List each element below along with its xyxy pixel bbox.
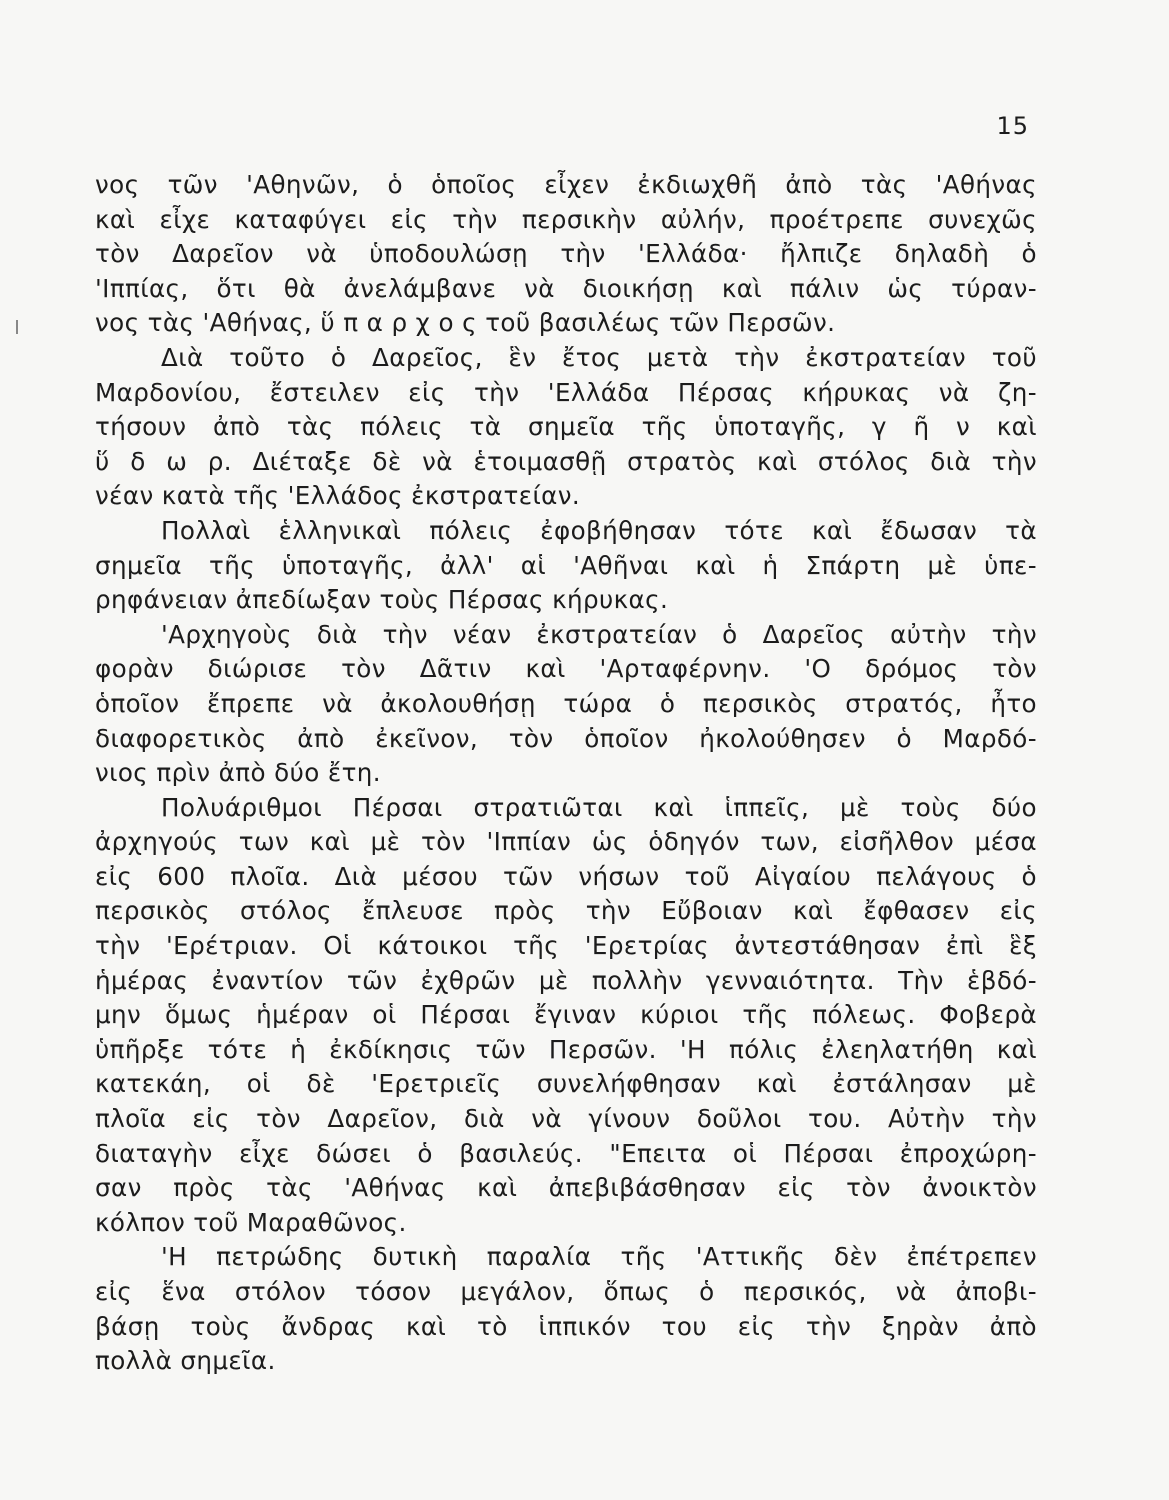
text-line: καὶ εἶχε καταφύγει εἰς τὴν περσικὴν αὐλήν, προέτρεπε συνεχῶς — [95, 204, 1037, 234]
text-line: εἰς 600 πλοῖα. Διὰ μέσου τῶν νήσων τοῦ Αἰγαίου πελάγους ὁ — [95, 861, 1037, 891]
text-line: σαν πρὸς τὰς 'Αθήνας καὶ ἀπεβιβάσθησαν εἰς τὸν ἀνοικτὸν — [95, 1173, 1037, 1203]
text-line: 'Αρχηγοὺς διὰ τὴν νέαν ἐκστρατείαν ὁ Δαρεῖος αὐτὴν τὴν — [161, 619, 1037, 649]
text-line: ρηφάνειαν ἀπεδίωξαν τοὺς Πέρσας κήρυκας. — [95, 585, 669, 615]
text-line: Μαρδονίου, ἔστειλεν εἰς τὴν 'Ελλάδα Πέρσας κήρυκας νὰ ζη- — [95, 377, 1037, 407]
text-line: μην ὅμως ἡμέραν οἱ Πέρσαι ἔγιναν κύριοι τῆς πόλεως. Φοβερὰ — [95, 1000, 1037, 1030]
text-line: κόλπον τοῦ Μαραθῶνος. — [95, 1207, 407, 1237]
text-line: 'Η πετρώδης δυτικὴ παραλία τῆς 'Αττικῆς δὲν ἐπέτρεπεν — [161, 1242, 1037, 1272]
text-line: Πολλαὶ ἑλληνικαὶ πόλεις ἐφοβήθησαν τότε καὶ ἔδωσαν τὰ — [161, 515, 1037, 545]
text-line: κατεκάη, οἱ δὲ 'Ερετριεῖς συνελήφθησαν καὶ ἐστάλησαν μὲ — [95, 1069, 1037, 1099]
text-line: σημεῖα τῆς ὑποταγῆς, ἀλλ' αἱ 'Αθῆναι καὶ ἡ Σπάρτη μὲ ὑπε- — [95, 550, 1037, 580]
body-text — [95, 168, 1037, 1379]
text-line: τὴν 'Ερέτριαν. Οἱ κάτοικοι τῆς 'Ερετρίας ἀντεστάθησαν ἐπὶ ἓξ — [95, 931, 1037, 961]
text-line: νιος πρὶν ἀπὸ δύο ἔτη. — [95, 758, 381, 788]
text-line: διαφορετικὸς ἀπὸ ἐκεῖνον, τὸν ὁποῖον ἠκολούθησεν ὁ Μαρδό- — [95, 723, 1037, 753]
text-line: πλοῖα εἰς τὸν Δαρεῖον, διὰ νὰ γίνουν δοῦλοι του. Αὐτὴν τὴν — [95, 1104, 1037, 1134]
text-line: Διὰ τοῦτο ὁ Δαρεῖος, ἓν ἔτος μετὰ τὴν ἐκστρατείαν τοῦ — [161, 342, 1037, 372]
text-line: φορὰν διώρισε τὸν Δᾶτιν καὶ 'Αρταφέρνην. 'Ο δρόμος τὸν — [95, 654, 1037, 684]
margin-mark — [16, 320, 18, 334]
text-line: 'Ιππίας, ὅτι θὰ ἀνελάμβανε νὰ διοικήσῃ καὶ πάλιν ὡς τύραν- — [95, 273, 1037, 303]
text-line: τήσουν ἀπὸ τὰς πόλεις τὰ σημεῖα τῆς ὑποταγῆς, γ ῆ ν καὶ — [95, 412, 1037, 442]
text-line: νος τὰς 'Αθήνας, ὕ π α ρ χ ο ς τοῦ βασιλέως τῶν Περσῶν. — [95, 308, 836, 338]
text-line: Πολυάριθμοι Πέρσαι στρατιῶται καὶ ἱππεῖς, μὲ τοὺς δύο — [161, 792, 1037, 822]
text-line: πολλὰ σημεῖα. — [95, 1346, 276, 1376]
text-line: ὑπῆρξε τότε ἡ ἐκδίκησις τῶν Περσῶν. 'Η πόλις ἐλεηλατήθη καὶ — [95, 1034, 1037, 1064]
text-line: νέαν κατὰ τῆς 'Ελλάδος ἐκστρατείαν. — [95, 481, 581, 511]
text-line: εἰς ἕνα στόλον τόσον μεγάλον, ὅπως ὁ περσικός, νὰ ἀποβι- — [95, 1277, 1037, 1306]
page-number: 15 — [996, 112, 1029, 140]
text-line: βάσῃ τοὺς ἄνδρας καὶ τὸ ἱππικόν του εἰς τὴν ξηρὰν ἀπὸ — [95, 1311, 1037, 1341]
text-line: ὁποῖον ἔπρεπε νὰ ἀκολουθήσῃ τώρα ὁ περσικὸς στρατός, ἦτο — [95, 688, 1037, 718]
text-line: περσικὸς στόλος ἔπλευσε πρὸς τὴν Εὔβοιαν καὶ ἔφθασεν εἰς — [95, 896, 1037, 926]
text-line: νος τῶν 'Αθηνῶν, ὁ ὁποῖος εἶχεν ἐκδιωχθῆ ἀπὸ τὰς 'Αθήνας — [95, 170, 1037, 199]
text-line: ἡμέρας ἐναντίον τῶν ἐχθρῶν μὲ πολλὴν γενναιότητα. Τὴν ἑβδό- — [95, 965, 1037, 995]
text-line: ὕ δ ω ρ. Διέταξε δὲ νὰ ἑτοιμασθῇ στρατὸς καὶ στόλος διὰ τὴν — [95, 446, 1037, 476]
text-line: ἀρχηγούς των καὶ μὲ τὸν 'Ιππίαν ὡς ὁδηγόν των, εἰσῆλθον μέσα — [95, 827, 1037, 857]
text-line: διαταγὴν εἶχε δώσει ὁ βασιλεύς. "Επειτα οἱ Πέρσαι ἐπροχώρη- — [95, 1138, 1037, 1168]
text-line: τὸν Δαρεῖον νὰ ὑποδουλώσῃ τὴν 'Ελλάδα· ἤλπιζε δηλαδὴ ὁ — [95, 239, 1037, 269]
